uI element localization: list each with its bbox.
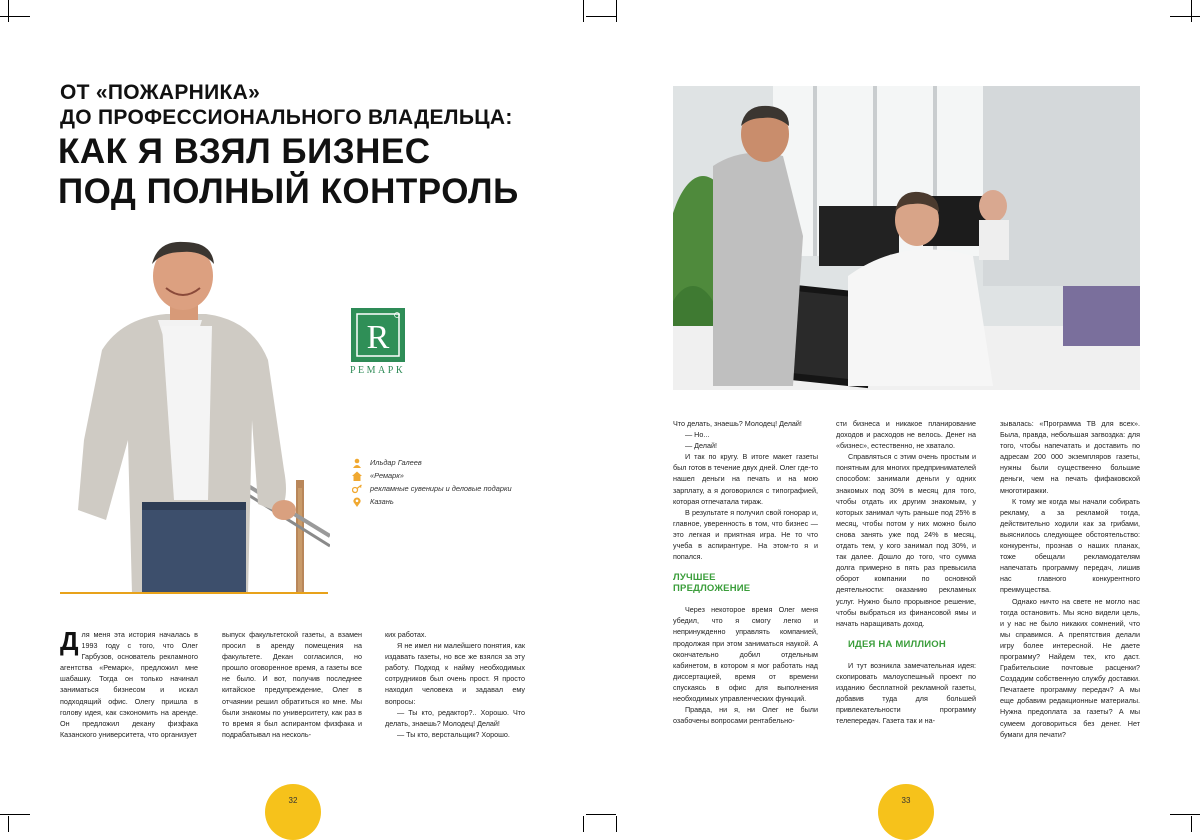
section-heading-line: ПРЕДЛОЖЕНИЕ bbox=[673, 583, 751, 595]
section-heading-line: ЛУЧШЕЕ bbox=[673, 572, 716, 584]
office-photo bbox=[673, 86, 1140, 390]
text-column bbox=[836, 418, 976, 726]
paragraph: ких работах. bbox=[385, 630, 427, 639]
person-icon bbox=[352, 458, 362, 468]
remark-logo bbox=[351, 308, 405, 362]
paragraph: — Но... bbox=[685, 430, 710, 440]
kicker-line: ОТ «ПОЖАРНИКА» bbox=[60, 81, 261, 104]
paragraph: Однако ничто на свете не могло нас тогда остановить. Мы ясно видели цель, и у нас не было никаких сомнений, что мы справимся. А препятствия делали игру более интересной. Не даете программу? Найдем тех, кто даст. Грабительские почтовые расценки? Создадим собственную службу доставки. Печатаете программу передач? А мы еще добавим редакционные материалы. Нужна предоплата за газеты? А мы сумеем договориться без денег. Нет бумаги для печати? bbox=[1000, 596, 1140, 739]
headline-line: ПОД ПОЛНЫЙ КОНТРОЛЬ bbox=[58, 172, 519, 211]
info-name: Ильдар Галеев bbox=[370, 458, 422, 467]
info-row bbox=[352, 456, 512, 469]
portrait-underline bbox=[60, 592, 328, 594]
paragraph: — Ты кто, редактор?.. Хорошо. Что делать, знаешь? Молодец! Делай! bbox=[385, 707, 525, 728]
paragraph: — Делай! bbox=[685, 441, 718, 451]
text-column bbox=[60, 626, 198, 740]
article-headline bbox=[58, 132, 519, 212]
key-icon bbox=[352, 484, 362, 494]
paragraph: сти бизнеса и никакое планирование доходов и расходов не велось. Денег на «бизнес», естественно, не хватало. bbox=[836, 419, 976, 451]
paragraph: И тут возникла замечательная идея: скопировать малоуспешный проект по изданию бесплатной рекламной газеты, добавив туда для большей привлекательности программу телепередач. Газета так и на- bbox=[836, 660, 976, 726]
location-pin-icon bbox=[352, 497, 362, 507]
paragraph: — Ты кто, верстальщик? Хорошо. bbox=[397, 729, 510, 739]
info-company: «Ремарк» bbox=[370, 471, 404, 480]
left-page bbox=[0, 0, 600, 832]
paragraph: Через некоторое время Олег меня убедил, что я смогу легко и непринужденно управлять компанией, продолжая при этом заниматься наукой. А окончательно добил отдельным кабинетом, в котором я мог работать над диссертацией, время от времени спускаясь в офис для выполнения необходимых управленческих функций. bbox=[673, 605, 818, 703]
paragraph: зывалась: «Программа ТВ для всех». Была, правда, небольшая загвоздка: для того, чтобы напечатать и доставить по адресам 200 000 экземпляров газеты, нужны были существенно большие деньги, чем на печать фифаковской многотиражки. bbox=[1000, 419, 1140, 495]
svg-text:R: R bbox=[366, 319, 390, 356]
paragraph: выпуск факультетской газеты, а взамен просил в аренду помещения на факультете. Декан согласился, но прошло оговоренное время, а газеты все не было. И вот, получив последнее китайское предупреждение, Олег в отчаянии решил обратиться ко мне. Мы были знакомы по университету, как раз в то время я был аспирантом физфака и подрабатывал на несколь- bbox=[222, 630, 362, 739]
info-product: рекламные сувениры и деловые подарки bbox=[370, 484, 512, 493]
paragraph: Правда, ни я, ни Олег не были озабочены вопросами рентабельно- bbox=[673, 705, 818, 726]
text-column bbox=[1000, 418, 1140, 740]
text-column bbox=[385, 629, 525, 740]
paragraph: И так по кругу. В итоге макет газеты был готов в течение двух дней. Олег где-то нашел деньги на печать и на мою зарплату, а я договорился с типографией, которая отпечатала тираж. bbox=[673, 452, 818, 506]
info-row bbox=[352, 495, 512, 508]
house-icon bbox=[352, 471, 362, 481]
headline-line: КАК Я ВЗЯЛ БИЗНЕС bbox=[58, 132, 431, 171]
paragraph: Я не имел ни малейшего понятия, как издавать газеты, но все же взялся за эту работу. Подход к найму необходимых сотрудников был очень прост. Я просто находил человека и задавал ему вопросы: bbox=[385, 641, 525, 706]
paragraph: К тому же когда мы начали собирать рекламу, а за рекламой тогда, действительно ходили как за грибами, выяснилось следующее обстоятельство: конкуренты, прознав о наших планах, тоже обещали рекламодателям напечатать программу передач, лишив нас главного конкурентного преимущества. bbox=[1000, 496, 1140, 595]
info-row bbox=[352, 482, 512, 495]
portrait-photo bbox=[62, 240, 330, 594]
article-kicker bbox=[60, 80, 513, 130]
text-column bbox=[673, 418, 818, 726]
page-number: 32 bbox=[288, 796, 298, 805]
kicker-line: ДО ПРОФЕССИОНАЛЬНОГО ВЛАДЕЛЬЦА: bbox=[60, 106, 513, 129]
page-number: 33 bbox=[901, 796, 911, 805]
section-heading: ИДЕЯ НА МИЛЛИОН bbox=[848, 638, 946, 650]
paragraph: Что делать, знаешь? Молодец! Делай! bbox=[673, 419, 802, 428]
section-heading bbox=[673, 572, 818, 594]
info-city: Казань bbox=[370, 497, 394, 506]
paragraph: ля меня эта история началась в 1993 году с того, что Олег Гарбузов, основатель рекламного агентства «Ремарк», предложил мне шабашку. Тогда он только начинал заниматься бизнесом и искал подходящий офис. Олегу пришла в голову идея, как сэкономить на аренде. Он предложил декану физфака Казанского университета, что организует bbox=[60, 630, 198, 739]
logo-wordmark: РЕМАРК bbox=[350, 365, 406, 376]
paragraph: Справляться с этим очень простым и понятным для многих предпринимателей способом: занимали деньги у одних знакомых под 30% в месяц для того, чтобы отдать их другим знакомым, у которых занимал чуть раньше под 25% в месяц, чтобы потом у них можно было снова занять уже под 24% в месяц, отдать тем, у кого занимал под 30%, и так далее. Дошло до того, что сумма долга примерно в пять раз превысила оборот компании по основной деятельности: оказанию рекламных услуг. Нужно было прорывное решение, чтобы выбраться из финансовой ямы и начать наращивать доход. bbox=[836, 452, 976, 628]
drop-cap: Д bbox=[60, 626, 79, 656]
info-row bbox=[352, 469, 512, 482]
text-column bbox=[222, 629, 362, 740]
company-info bbox=[352, 456, 512, 508]
paragraph: В результате я получил свой гонорар и, главное, уверенность в том, что бизнес — это легкая и приятная игра. Не то что учеба в аспирантуре. На этом-то я и попался. bbox=[673, 507, 818, 562]
